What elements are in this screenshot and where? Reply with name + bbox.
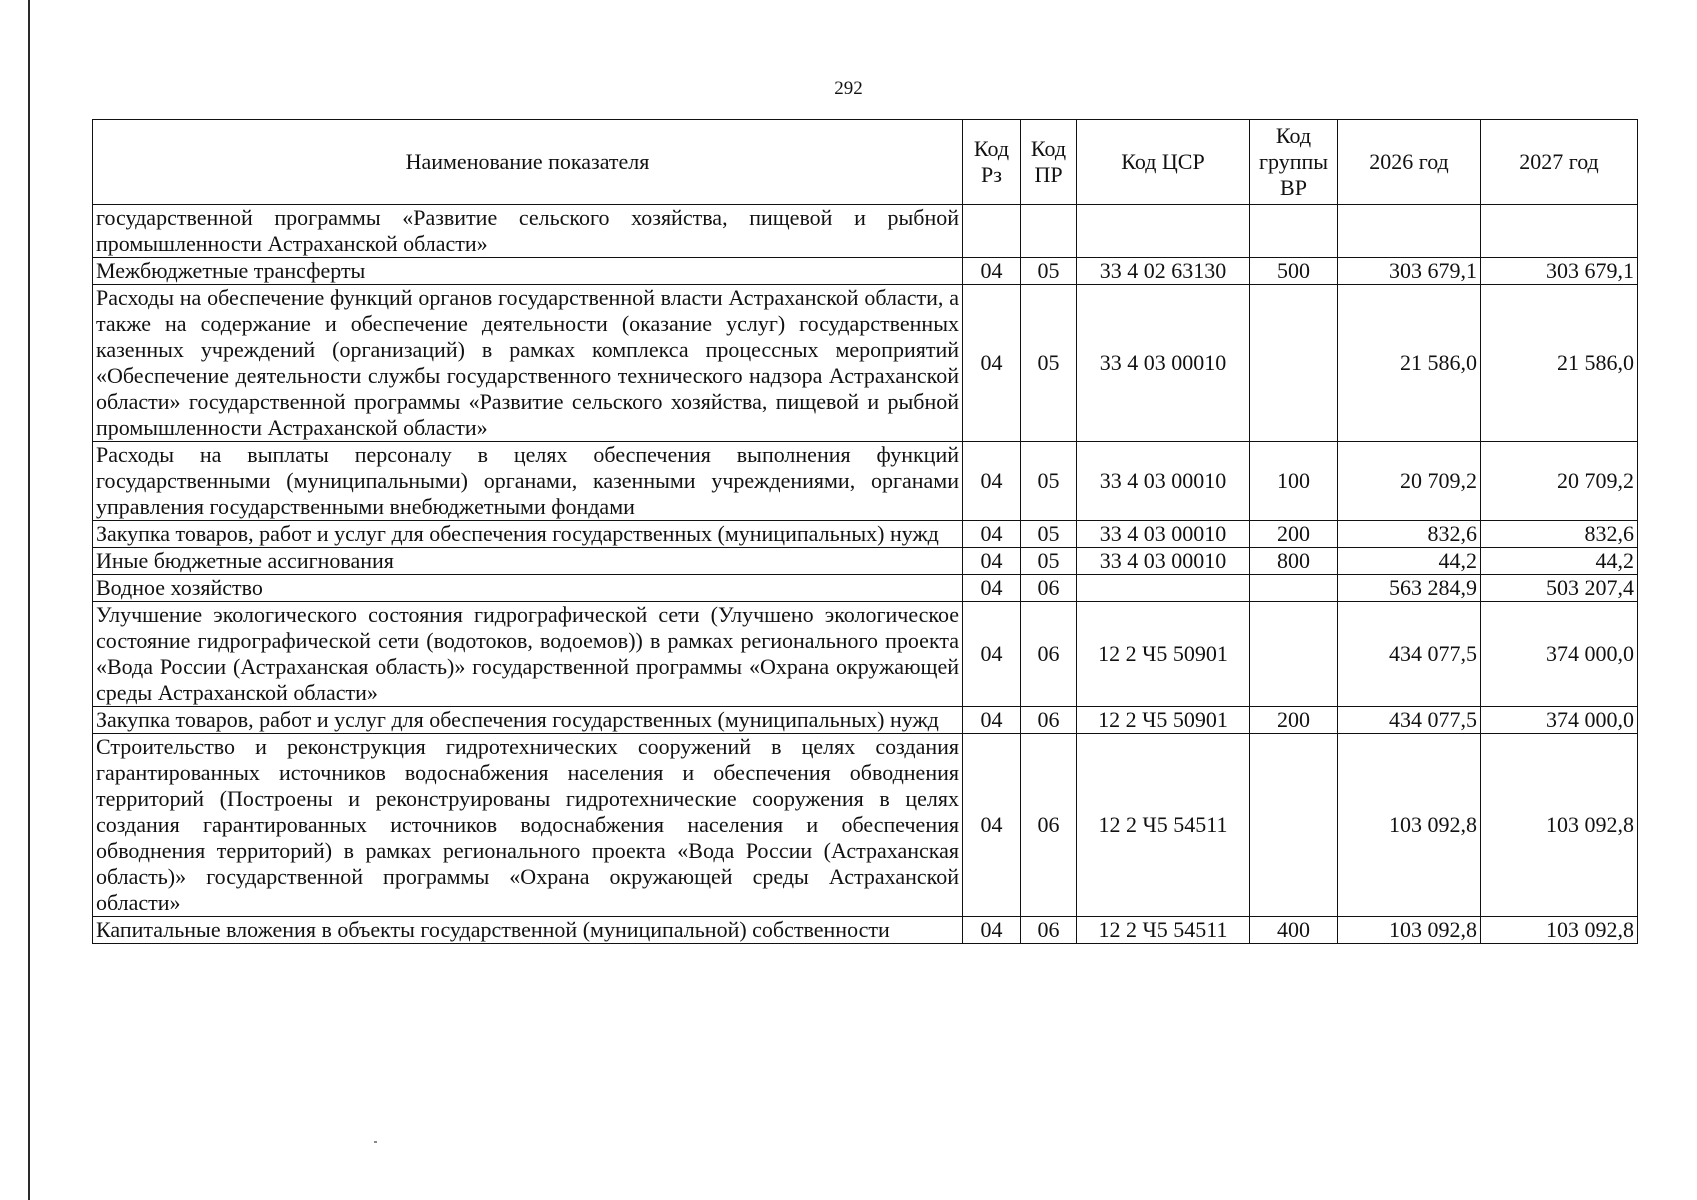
row-rz: 04 xyxy=(963,521,1021,548)
row-2027: 103 092,8 xyxy=(1481,734,1638,917)
table-row xyxy=(93,521,1638,548)
row-vr: 200 xyxy=(1250,521,1338,548)
row-csr xyxy=(1077,205,1250,258)
row-name: Капитальные вложения в объекты государственной (муниципальной) собственности xyxy=(93,917,963,944)
row-name: Закупка товаров, работ и услуг для обеспечения государственных (муниципальных) нужд xyxy=(93,707,963,734)
row-pr: 05 xyxy=(1021,442,1077,521)
table-row xyxy=(93,548,1638,575)
row-2026: 303 679,1 xyxy=(1338,258,1481,285)
row-2027: 20 709,2 xyxy=(1481,442,1638,521)
row-pr: 06 xyxy=(1021,707,1077,734)
scan-speck xyxy=(374,1141,377,1143)
row-name: Улучшение экологического состояния гидрографической сети (Улучшено экологическое состояние гидрографической сети (водотоков, водоемов)) в рамках регионального проекта «Вода России (Астраханская область)» государственной программы «Охрана окружающей среды Астраханской области» xyxy=(93,602,963,707)
row-name: Закупка товаров, работ и услуг для обеспечения государственных (муниципальных) нужд xyxy=(93,521,963,548)
table-row xyxy=(93,285,1638,442)
row-vr: 500 xyxy=(1250,258,1338,285)
header-csr: Код ЦСР xyxy=(1077,120,1250,205)
row-pr: 06 xyxy=(1021,602,1077,707)
row-vr: 200 xyxy=(1250,707,1338,734)
row-2027: 503 207,4 xyxy=(1481,575,1638,602)
table-row xyxy=(93,442,1638,521)
table-row xyxy=(93,917,1638,944)
row-rz: 04 xyxy=(963,602,1021,707)
row-rz: 04 xyxy=(963,707,1021,734)
row-vr xyxy=(1250,602,1338,707)
table-row xyxy=(93,707,1638,734)
row-csr: 33 4 03 00010 xyxy=(1077,285,1250,442)
row-2026: 563 284,9 xyxy=(1338,575,1481,602)
header-name: Наименование показателя xyxy=(93,120,963,205)
row-pr: 05 xyxy=(1021,548,1077,575)
header-2026: 2026 год xyxy=(1338,120,1481,205)
row-name: Расходы на выплаты персоналу в целях обеспечения выполнения функций государственными (муниципальными) органами, казенными учреждениями, органами управления государственными внебюджетными фондами xyxy=(93,442,963,521)
row-2027: 21 586,0 xyxy=(1481,285,1638,442)
row-2026: 103 092,8 xyxy=(1338,917,1481,944)
row-pr: 05 xyxy=(1021,521,1077,548)
row-rz xyxy=(963,205,1021,258)
row-2027 xyxy=(1481,205,1638,258)
row-2027: 44,2 xyxy=(1481,548,1638,575)
header-2027: 2027 год xyxy=(1481,120,1638,205)
budget-table xyxy=(92,119,1638,944)
row-2026: 20 709,2 xyxy=(1338,442,1481,521)
header-vr: Код группы ВР xyxy=(1250,120,1338,205)
row-csr: 12 2 Ч5 50901 xyxy=(1077,707,1250,734)
row-rz: 04 xyxy=(963,917,1021,944)
row-csr: 12 2 Ч5 54511 xyxy=(1077,917,1250,944)
row-2027: 303 679,1 xyxy=(1481,258,1638,285)
table-row xyxy=(93,258,1638,285)
row-2026: 832,6 xyxy=(1338,521,1481,548)
row-2026: 103 092,8 xyxy=(1338,734,1481,917)
row-pr: 05 xyxy=(1021,258,1077,285)
row-csr: 33 4 02 63130 xyxy=(1077,258,1250,285)
row-pr: 06 xyxy=(1021,734,1077,917)
row-2027: 374 000,0 xyxy=(1481,602,1638,707)
row-pr: 06 xyxy=(1021,575,1077,602)
row-rz: 04 xyxy=(963,442,1021,521)
row-csr: 12 2 Ч5 54511 xyxy=(1077,734,1250,917)
row-name: Водное хозяйство xyxy=(93,575,963,602)
row-rz: 04 xyxy=(963,258,1021,285)
row-name: Расходы на обеспечение функций органов государственной власти Астраханской области, а также на содержание и обеспечение деятельности (оказание услуг) государственных казенных учреждений (организаций) в рамках комплекса процессных мероприятий «Обеспечение деятельности службы государственного технического надзора Астраханской области» государственной программы «Развитие сельского хозяйства, пищевой и рыбной промышленности Астраханской области» xyxy=(93,285,963,442)
row-2026: 21 586,0 xyxy=(1338,285,1481,442)
row-2026 xyxy=(1338,205,1481,258)
row-2026: 434 077,5 xyxy=(1338,707,1481,734)
row-2027: 832,6 xyxy=(1481,521,1638,548)
row-vr xyxy=(1250,575,1338,602)
row-pr xyxy=(1021,205,1077,258)
row-vr xyxy=(1250,734,1338,917)
row-csr: 33 4 03 00010 xyxy=(1077,521,1250,548)
row-2027: 374 000,0 xyxy=(1481,707,1638,734)
row-rz: 04 xyxy=(963,285,1021,442)
row-vr: 400 xyxy=(1250,917,1338,944)
row-vr xyxy=(1250,285,1338,442)
row-csr xyxy=(1077,575,1250,602)
table-row xyxy=(93,205,1638,258)
row-rz: 04 xyxy=(963,548,1021,575)
row-pr: 06 xyxy=(1021,917,1077,944)
row-name: Строительство и реконструкция гидротехнических сооружений в целях создания гарантированных источников водоснабжения населения и обеспечения обводнения территорий (Построены и реконструированы гидротехнические сооружения в целях создания гарантированных источников водоснабжения населения и обеспечения обводнения территорий) в рамках регионального проекта «Вода России (Астраханская область)» государственной программы «Охрана окружающей среды Астраханской области» xyxy=(93,734,963,917)
page-number: 292 xyxy=(834,78,863,99)
row-name: государственной программы «Развитие сельского хозяйства, пищевой и рыбной промышленности Астраханской области» xyxy=(93,205,963,258)
row-rz: 04 xyxy=(963,575,1021,602)
row-csr: 12 2 Ч5 50901 xyxy=(1077,602,1250,707)
header-rz: Код Рз xyxy=(963,120,1021,205)
table-row xyxy=(93,602,1638,707)
row-csr: 33 4 03 00010 xyxy=(1077,548,1250,575)
header-pr: Код ПР xyxy=(1021,120,1077,205)
row-rz: 04 xyxy=(963,734,1021,917)
row-csr: 33 4 03 00010 xyxy=(1077,442,1250,521)
row-name: Иные бюджетные ассигнования xyxy=(93,548,963,575)
row-2026: 434 077,5 xyxy=(1338,602,1481,707)
row-2027: 103 092,8 xyxy=(1481,917,1638,944)
table-row xyxy=(93,575,1638,602)
row-pr: 05 xyxy=(1021,285,1077,442)
row-name: Межбюджетные трансферты xyxy=(93,258,963,285)
scan-edge-line xyxy=(28,0,30,1200)
row-vr: 800 xyxy=(1250,548,1338,575)
row-2026: 44,2 xyxy=(1338,548,1481,575)
table-row xyxy=(93,734,1638,917)
table-header-row xyxy=(93,120,1638,205)
row-vr xyxy=(1250,205,1338,258)
row-vr: 100 xyxy=(1250,442,1338,521)
